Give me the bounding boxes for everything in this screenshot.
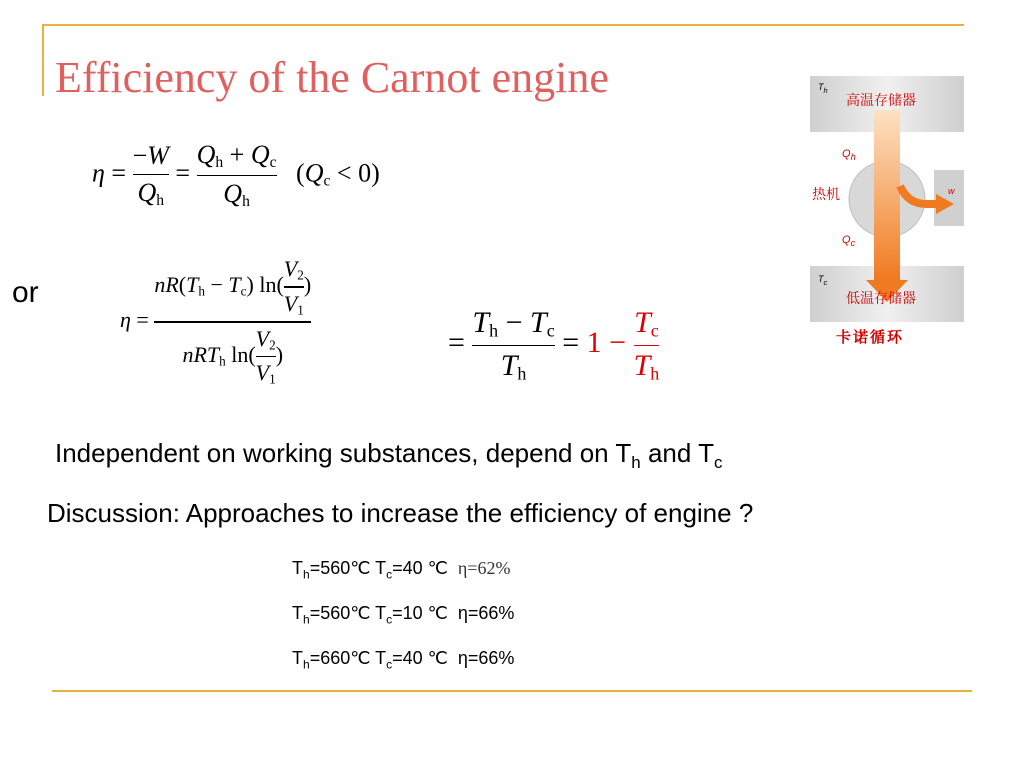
work-label: w: [948, 186, 955, 196]
example-row: $T_h=660℃$ $T_c=40$ ℃ η=66%: [292, 648, 515, 672]
qh-label: $Q_h$: [842, 148, 856, 163]
efficiency-value: η=62%: [457, 558, 511, 578]
carnot-cycle-caption: 卡诺循环: [836, 328, 905, 346]
engine-label: 热机: [812, 187, 840, 203]
top-rule: [42, 24, 964, 26]
efficiency-value: η=66%: [457, 603, 515, 623]
efficiency-value: η=66%: [457, 648, 515, 668]
independence-note: Independent on working substances, depend on $T_h$ and $T_c$: [55, 438, 723, 473]
qc-label: $Q_c$: [842, 234, 856, 249]
slide-title: Efficiency of the Carnot engine: [55, 53, 609, 102]
tc-label: $T_c$: [818, 274, 828, 287]
cold-reservoir-label: 低温存储器: [846, 291, 916, 307]
heat-flow-arrow-shaft: [874, 110, 900, 280]
carnot-cycle-diagram: [808, 74, 966, 346]
hot-reservoir-label: 高温存储器: [846, 93, 916, 109]
bottom-rule: [52, 690, 972, 692]
discussion-note: Discussion: Approaches to increase the efficiency of engine ?: [47, 498, 754, 528]
th-label: $T_h$: [818, 82, 828, 95]
left-rule: [42, 24, 44, 96]
example-row: $T_h=560℃$ $T_c=10$ ℃ η=66%: [292, 603, 515, 627]
example-row: $T_h=560℃$ $T_c=40$ ℃ η=62%: [292, 558, 511, 582]
efficiency-equation-1: η = $\frac{-W}{Q_h}$ = $\frac{Q_h + Q_c}{Q_h}$ $(Q_c < 0)$: [92, 140, 380, 211]
or-label: or: [12, 276, 39, 309]
efficiency-equation-3: = $\frac{T_h - T_c}{T_h}$ = 1 − $\frac{T_c}{T_h}$: [448, 306, 660, 384]
efficiency-equation-2: η = $nR(T_h - T_c)$ ln( $\frac{V_2}{V_1}$ ) nRT$_h$ ln( $\frac{V_2}{V_1}$ ): [120, 256, 312, 387]
